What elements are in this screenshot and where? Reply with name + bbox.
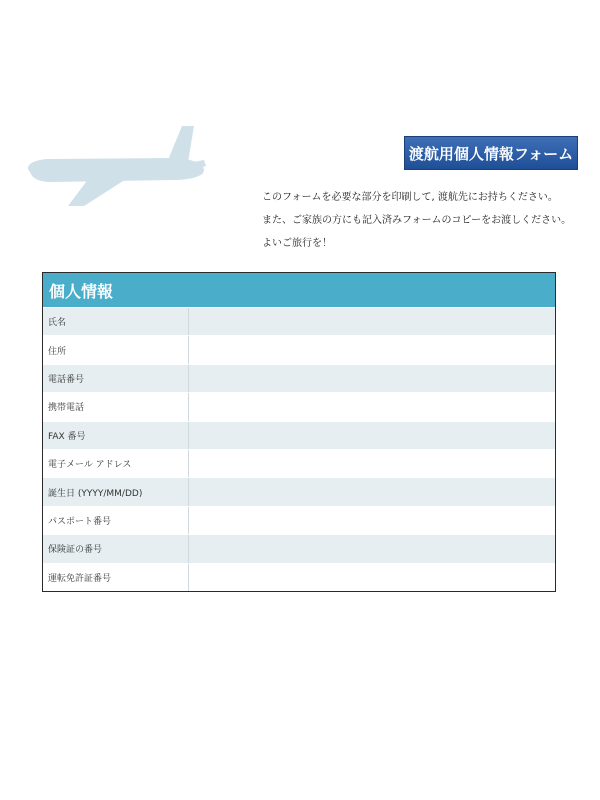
license-field[interactable] [189, 564, 555, 591]
name-field[interactable] [189, 308, 555, 335]
mobile-field[interactable] [189, 393, 555, 420]
form-row-name [43, 307, 555, 335]
intro-line-3: よいご旅行を！ [262, 238, 332, 249]
field-label: 電話番号 [43, 365, 189, 392]
field-label: 住所 [43, 336, 189, 363]
form-row-license [43, 563, 555, 591]
form-row-phone [43, 364, 555, 392]
form-row-insurance [43, 534, 555, 562]
form-row-address [43, 335, 555, 363]
airplane-icon [22, 122, 208, 214]
form-row-passport [43, 506, 555, 534]
field-label: 保険証の番号 [43, 535, 189, 562]
form-row-email [43, 449, 555, 477]
field-label: 携帯電話 [43, 393, 189, 420]
field-label: 電子メール アドレス [43, 450, 189, 477]
field-label: 氏名 [43, 308, 189, 335]
intro-line-1: このフォームを必要な部分を印刷して, 渡航先にお持ちください。 [262, 192, 558, 203]
field-label: 運転免許証番号 [43, 564, 189, 591]
fax-field[interactable] [189, 422, 555, 449]
form-row-fax [43, 421, 555, 449]
form-title-banner: 渡航用個人情報フォーム [404, 136, 578, 170]
birthday-field[interactable] [189, 478, 555, 505]
intro-line-2: また、ご家族の方にも記入済みフォームのコピーをお渡しください。 [262, 215, 572, 226]
intro-text [262, 186, 582, 255]
phone-field[interactable] [189, 365, 555, 392]
section-title: 個人情報 [43, 273, 555, 307]
passport-field[interactable] [189, 507, 555, 534]
insurance-field[interactable] [189, 535, 555, 562]
email-field[interactable] [189, 450, 555, 477]
form-row-birthday [43, 477, 555, 505]
form-row-mobile [43, 392, 555, 420]
field-label: パスポート番号 [43, 507, 189, 534]
field-label: 誕生日 (YYYY/MM/DD) [43, 478, 189, 505]
field-label: FAX 番号 [43, 422, 189, 449]
personal-info-form [42, 272, 556, 592]
address-field[interactable] [189, 336, 555, 363]
